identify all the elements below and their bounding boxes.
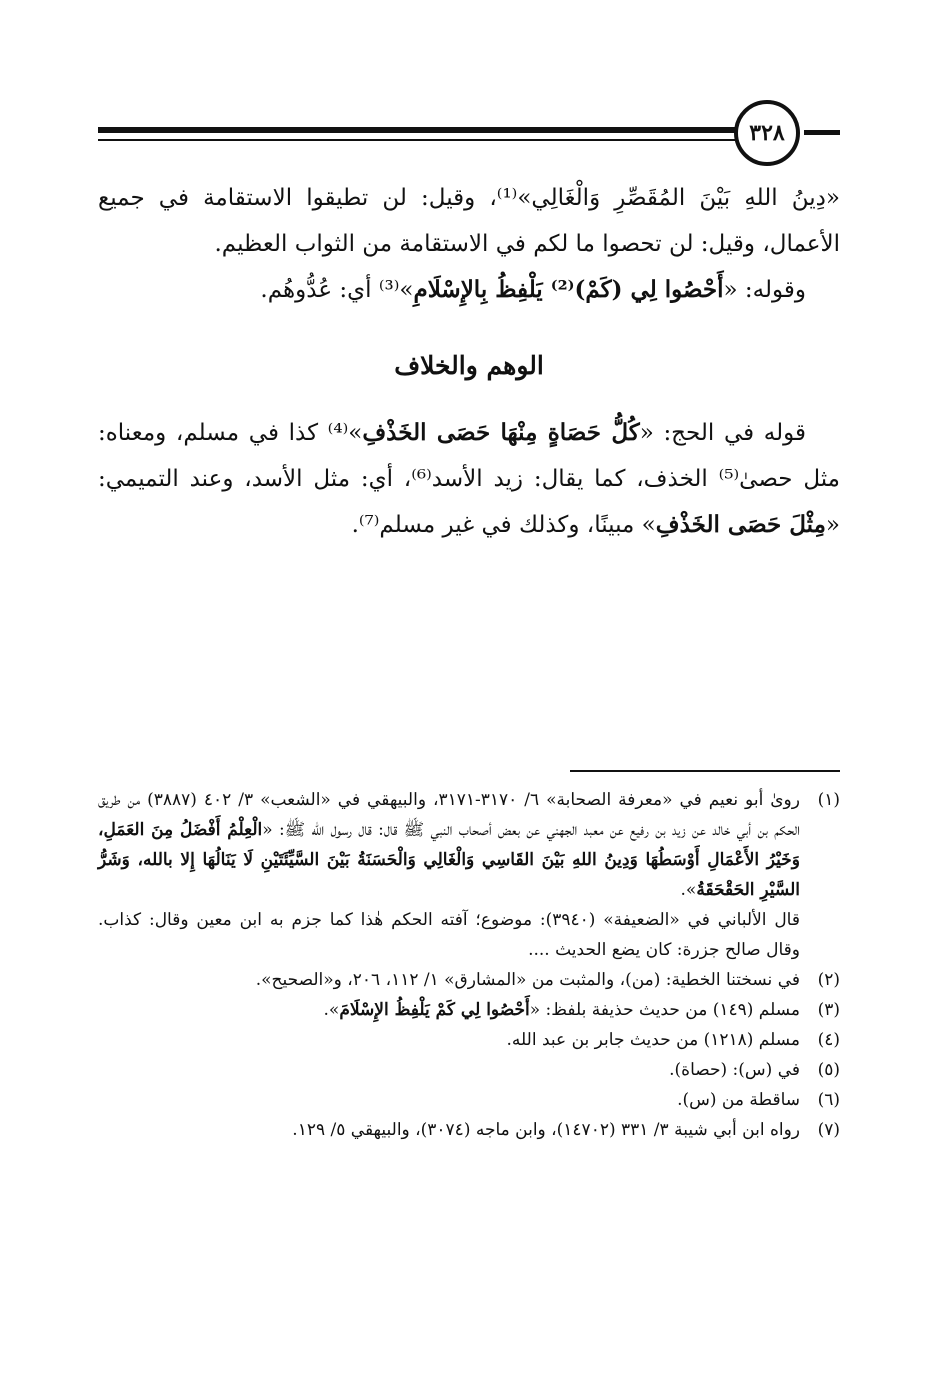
- footnote-number: (٢): [817, 970, 840, 990]
- paragraph-3: [98, 410, 840, 548]
- footnote-text: روىٰ أبو نعيم في «معرفة الصحابة» ٦/ ٣١٧٠-٣١٧١، والبيهقي في «الشعب» ٣/ ٤٠٢ (٣٨٨٧) من طريق الحكم بن أبي خالد عن زيد بن رفيع عن معبد الجهني عن بعض أصحاب النبي ﷺ قال: قال رسول الله ﷺ: «: [98, 790, 801, 840]
- footnote-7: [98, 1115, 840, 1145]
- footnote-number: (٦): [817, 1090, 840, 1110]
- footnote-text: في (س): (حصاة).: [669, 1060, 800, 1080]
- header-rule-thick: [98, 127, 738, 133]
- footnote-number: (٧): [817, 1120, 840, 1140]
- paragraph-2: [98, 267, 840, 313]
- footnote-hadith: أَحْصُوا لِي كَمْ يَلْفِظُ الإِسْلَامَ: [339, 1000, 530, 1020]
- footnote-text: في نسختنا الخطية: (من)، والمثبت من «المشارق» ١/ ١١٢، ٢٠٦، و«الصحيح».: [255, 970, 800, 990]
- footnote-text: مسلم (١٢١٨) من حديث جابر بن عبد الله.: [506, 1030, 800, 1050]
- header-rule-thin: [98, 139, 738, 141]
- footnote-separator: [570, 770, 840, 772]
- footnote-number: (١): [817, 790, 840, 810]
- main-text: [98, 175, 840, 548]
- footnote-6: [98, 1085, 840, 1115]
- footnote-text: ساقطة من (س).: [677, 1090, 800, 1110]
- page-number: ٣٢٨: [734, 100, 800, 166]
- para2-prefix: وقوله: «: [723, 277, 806, 303]
- para3-a: قوله في الحج: «: [639, 420, 806, 446]
- footnote-number: (٤): [817, 1030, 840, 1050]
- footnote-1: [98, 785, 840, 905]
- footnote-5: [98, 1055, 840, 1085]
- footnote-number: (٣): [817, 1000, 840, 1020]
- footnote-text-end: ».: [680, 880, 697, 900]
- header-rule-right: [804, 130, 840, 135]
- paragraph-1: «دِينُ اللهِ بَيْنَ المُقَصِّرِ وَالْغَالِي»⁽¹⁾، وقيل: لن تطيقوا الاستقامة في جميع الأعمال، وقيل: لن تحصوا ما لكم في الاستقامة من الثواب العظيم.: [98, 185, 840, 257]
- footnote-3: [98, 995, 840, 1025]
- footnote-1-note: [98, 905, 840, 965]
- para3-c: » مبينًا، وكذلك في غير مسلم⁽⁷⁾.: [351, 512, 656, 538]
- footnote-text: مسلم (١٤٩) من حديث حذيفة بلفظ: «: [529, 1000, 800, 1020]
- footnote-number: (٥): [817, 1060, 840, 1080]
- footnotes: [98, 785, 840, 1145]
- footnote-text: رواه ابن أبي شيبة ٣/ ٣٣١ (١٤٧٠٢)، وابن ماجه (٣٠٧٤)، والبيهقي ٥/ ١٢٩.: [292, 1120, 800, 1140]
- para2-hadith: أَحْصُوا لِي (كَمْ)⁽²⁾ يَلْفِظُ بِالإِسْلَامِ: [413, 276, 724, 303]
- para3-b: »⁽⁴⁾ كذا في مسلم، ومعناه: مثل حصىٰ⁽⁵⁾ الخذف، كما يقال: زيد الأسد⁽⁶⁾، أي: مثل الأسد، وعند التميمي: «: [98, 420, 840, 538]
- footnote-text: قال الألباني في «الضعيفة» (٣٩٤٠): موضوع؛ آفته الحكم هٰذا كما جزم به ابن معين وقال: كذاب. وقال صالح جزرة: كان يضع الحديث ....: [98, 910, 800, 960]
- footnote-text-end: ».: [323, 1000, 340, 1020]
- footnote-4: [98, 1025, 840, 1055]
- section-heading: الوهم والخلاف: [394, 351, 544, 380]
- page-header: [98, 100, 840, 170]
- para3-hadith-2: مِثْلَ حَصَى الخَذْفِ: [655, 511, 826, 538]
- para3-hadith-1: كُلُّ حَصَاةٍ مِنْهَا حَصَى الخَذْفِ: [362, 419, 640, 446]
- footnote-2: [98, 965, 840, 995]
- para2-suffix: »⁽³⁾ أي: عُدُّوهُم.: [260, 277, 414, 303]
- footnote-hadith: الْعِلْمُ أَفْضَلُ مِنَ العَمَلِ، وَخَيْرُ الأَعْمَالِ أَوْسَطُهَا وَدِينُ اللهِ بَيْنَ القَاسِي وَالْغَالِي وَالْحَسَنَةُ بَيْنَ السَّيِّئَتَيْنِ لَا يَنَالُهَا إِلا بالله، وَشَرُّ السَّيْرِ الحَقْحَقَةُ: [98, 820, 800, 900]
